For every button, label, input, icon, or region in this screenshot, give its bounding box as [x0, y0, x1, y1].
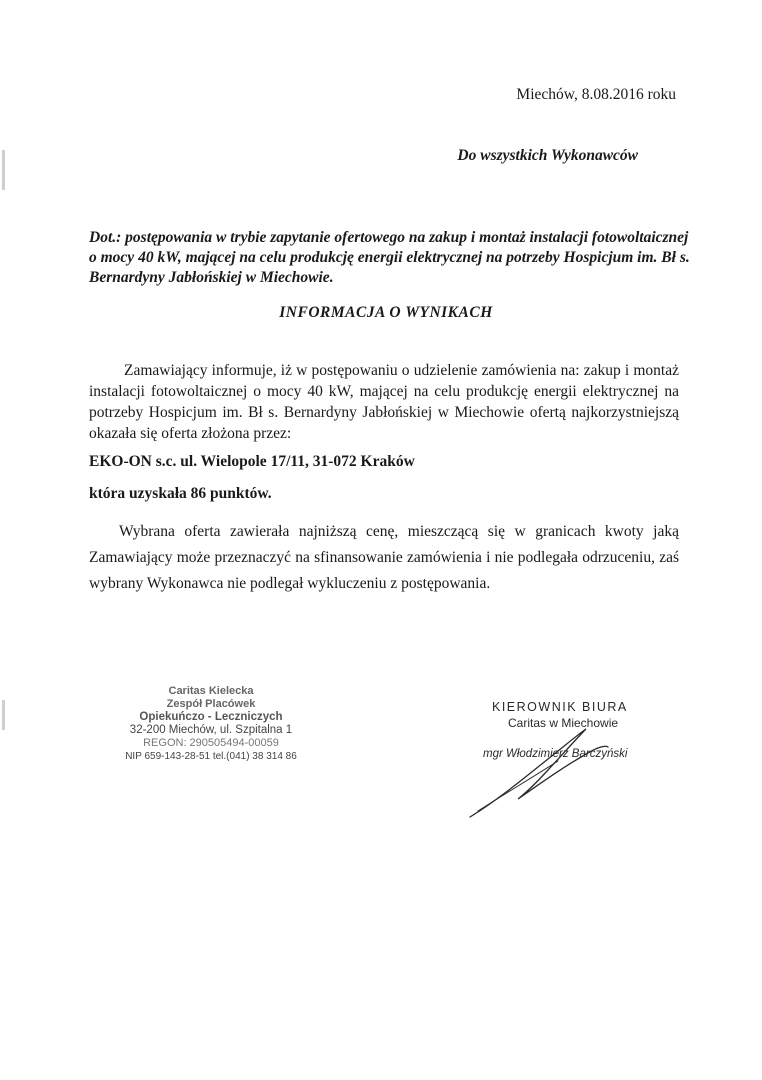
letter-date: Miechów, 8.08.2016 roku	[516, 86, 676, 103]
document-heading: INFORMACJA O WYNIKACH	[279, 304, 493, 321]
addressee: Do wszystkich Wykonawców	[457, 147, 638, 164]
subject-line: Dot.: postępowania w trybie zapytanie ofertowego na zakup i montaż instalacji fotowoltaicznej o mocy 40 kW, mającej na celu produkcję energii elektrycznej na potrzeby Hospicjum im. Bł s. Bernardyny Jabłońskiej w Miechowie.	[89, 229, 690, 286]
stamp-line-6: NIP 659-143-28-51 tel.(041) 38 314 86	[125, 751, 297, 762]
organization-stamp	[96, 685, 326, 763]
signature-title: KIEROWNIK BIURA	[492, 700, 628, 714]
handwritten-signature	[458, 715, 618, 825]
stamp-line-1: Caritas Kielecka	[168, 685, 254, 697]
stamp-line-5: REGON: 290505494-00059	[143, 737, 279, 749]
stamp-line-3: Opiekuńczo - Leczniczych	[139, 711, 283, 723]
body-paragraph-1: Zamawiający informuje, iż w postępowaniu o udzielenie zamówienia na: zakup i montaż instalacji fotowoltaicznej o mocy 40 kW, mającej na celu produkcję energii elektrycznej na potrzeby Hospicjum im. Bł s. Bernardyny Jabłońskiej w Miechowie ofertą najkorzystniejszą okazała się oferta złożona przez:	[89, 362, 679, 442]
winner-line: EKO-ON s.c. ul. Wielopole 17/11, 31-072 Kraków	[89, 453, 415, 470]
stamp-line-4: 32-200 Miechów, ul. Szpitalna 1	[129, 724, 293, 736]
stamp-line-2: Zespół Placówek	[166, 698, 256, 710]
body-paragraph-2: Wybrana oferta zawierała najniższą cenę, mieszczącą się w granicach kwoty jaką Zamawiający może przeznaczyć na sfinansowanie zamówienia i nie podlegała odrzuceniu, zaś wybrany Wykonawca nie podlegał wykluczeniu z postępowania.	[89, 523, 679, 592]
signatory-name: mgr Włodzimierz Barczyński	[483, 748, 628, 760]
scan-edge-mark	[2, 150, 5, 190]
points-line: która uzyskała 86 punktów.	[89, 485, 272, 502]
signature-organization: Caritas w Miechowie	[508, 716, 619, 730]
scan-edge-mark	[2, 700, 5, 730]
